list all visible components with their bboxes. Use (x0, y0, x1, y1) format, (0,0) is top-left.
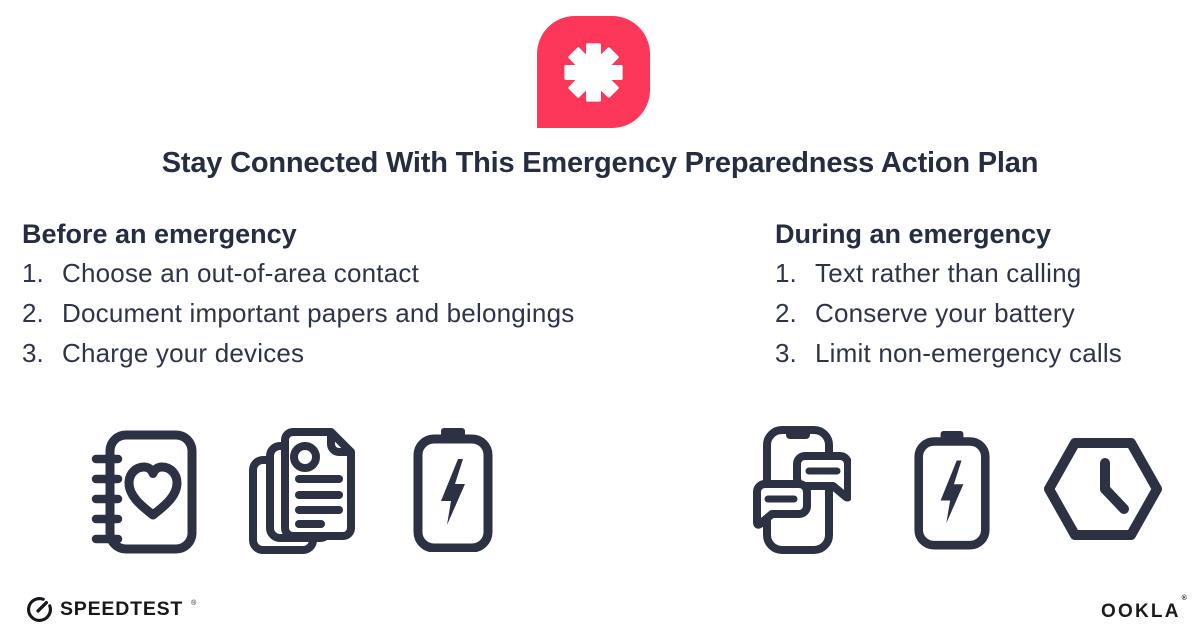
list-text: Choose an out-of-area contact (62, 258, 420, 288)
during-column (775, 218, 1195, 378)
battery-charge-icon (913, 428, 991, 552)
list-number: 2. (22, 298, 44, 328)
before-heading: Before an emergency (22, 219, 297, 249)
list-text: Limit non-emergency calls (815, 338, 1123, 368)
clock-hexagon-icon (1044, 436, 1162, 542)
before-column (22, 218, 722, 378)
list-text: Document important papers and belongings (62, 298, 575, 328)
ookla-wordmark: OOKLA (1101, 601, 1181, 622)
speedtest-logo (26, 596, 195, 623)
phone-messages-icon (745, 426, 851, 556)
list-number: 1. (775, 258, 797, 288)
list-text: Text rather than calling (815, 258, 1082, 288)
list-text: Conserve your battery (815, 298, 1075, 328)
speedtest-trademark: ® (191, 600, 197, 607)
speedtest-gauge-icon (26, 596, 53, 623)
list-item (22, 258, 722, 298)
battery-charge-icon (412, 428, 494, 552)
page-title: Stay Connected With This Emergency Preparedness Action Plan (161, 147, 1039, 179)
ookla-trademark: ® (1181, 595, 1189, 602)
list-number: 3. (22, 338, 44, 368)
list-item (22, 298, 722, 338)
during-heading: During an emergency (775, 219, 1052, 249)
list-item (775, 258, 1195, 298)
list-item (775, 338, 1195, 378)
speedtest-wordmark: SPEEDTEST (60, 598, 184, 620)
list-number: 2. (775, 298, 797, 328)
list-item (22, 338, 722, 378)
contact-book-heart-icon (90, 429, 198, 555)
list-item (775, 298, 1195, 338)
ookla-logo (1101, 595, 1189, 623)
list-text: Charge your devices (62, 338, 305, 368)
list-number: 1. (22, 258, 44, 288)
document-stack-icon (245, 426, 357, 558)
list-number: 3. (775, 338, 797, 368)
asterisk-icon (562, 41, 625, 104)
emergency-asterisk-badge (537, 16, 650, 128)
